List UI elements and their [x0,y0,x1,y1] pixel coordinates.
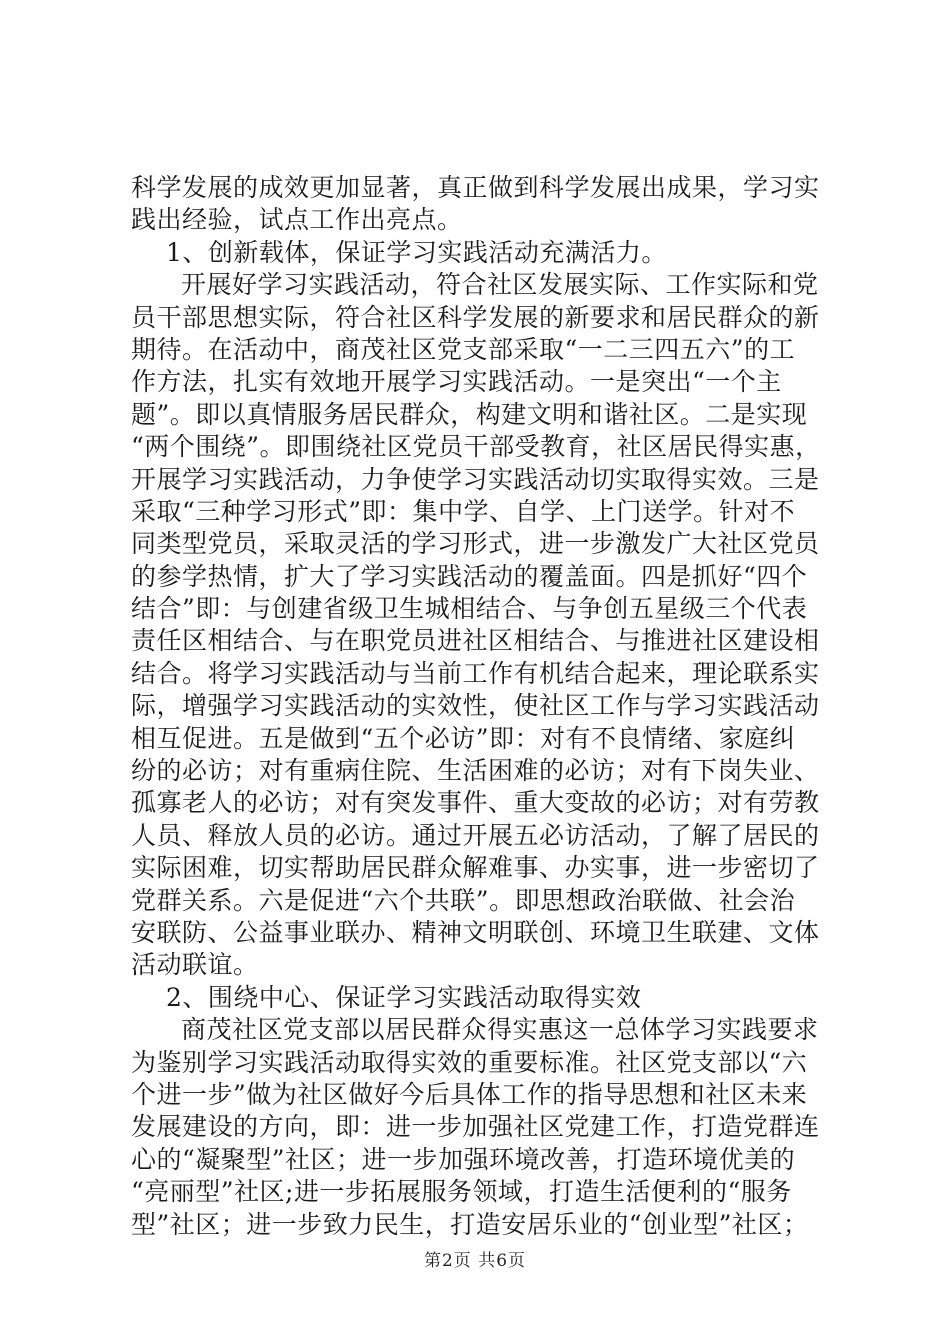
text-line: 的参学热情，扩大了学习实践活动的覆盖面。四是抓好“四个 [131,561,808,591]
text-line: 开展学习实践活动，力争使学习实践活动切实取得实效。三是 [131,464,820,494]
text-line: 孤寡老人的必访；对有突发事件、重大变故的必访；对有劳教 [131,788,820,818]
section-heading: 2、围绕中心、保证学习实践活动取得实效 [166,982,642,1012]
paragraph-start: 开展好学习实践活动，符合社区发展实际、工作实际和党 [181,270,819,300]
text-line: 科学发展的成效更加显著，真正做到科学发展出成果，学习实 [131,173,820,202]
text-line: “两个围绕”。即围绕社区党员干部受教育，社区居民得实惠， [131,432,821,462]
text-line: 结合。将学习实践活动与当前工作有机结合起来，理论联系实 [131,658,820,688]
text-line: 型”社区；进一步致力民生，打造安居乐业的“创业型”社区； [131,1209,809,1239]
text-line: “亮丽型”社区;进一步拓展服务领域，打造生活便利的“服务 [131,1177,792,1207]
text-line: 际，增强学习实践活动的实效性，使社区工作与学习实践活动 [131,691,820,721]
text-line: 心的“凝聚型”社区；进一步加强环境改善，打造环境优美的 [131,1144,796,1174]
text-line: 题”。即以真情服务居民群众，构建文明和谐社区。二是实现 [131,399,808,429]
text-line: 个进一步”做为社区做好今后具体工作的指导思想和社区未来 [131,1079,808,1109]
text-line: 同类型党员，采取灵活的学习形式，进一步激发广大社区党员 [131,529,820,559]
text-line: 结合”即：与创建省级卫生城相结合、与争创五星级三个代表 [131,594,808,624]
document-body [131,172,831,1241]
text-line: 实际困难，切实帮助居民群众解难事、办实事，进一步密切了 [131,853,820,883]
text-line: 安联防、公益事业联办、精神文明联创、环境卫生联建、文体 [131,917,820,947]
text-line: 期待。在活动中，商茂社区党支部采取“一二三四五六”的工 [131,334,796,364]
text-line: 员干部思想实际，符合社区科学发展的新要求和居民群众的新 [131,302,820,332]
text-line: 人员、释放人员的必访。通过开展五必访活动，了解了居民的 [131,820,820,850]
text-line: 采取“三种学习形式”即：集中学、自学、上门送学。针对不 [131,496,796,526]
page-number-footer: 第2页 共6页 [423,1251,527,1271]
text-line: 为鉴别学习实践活动取得实效的重要标准。社区党支部以“六 [131,1047,808,1077]
text-line: 纷的必访；对有重病住院、生活困难的必访；对有下岗失业、 [131,756,820,786]
text-line: 相互促进。五是做到“五个必访”即：对有不良情绪、家庭纠 [131,723,796,753]
section-heading: 1、创新载体，保证学习实践活动充满活力。 [166,237,667,267]
text-line: 作方法，扎实有效地开展学习实践活动。一是突出“一个主 [131,367,782,397]
text-line: 活动联谊。 [131,950,259,980]
text-line: 党群关系。六是促进“六个共联”。即思想政治联做、社会治 [131,885,796,915]
paragraph-start: 商茂社区党支部以居民群众得实惠这一总体学习实践要求 [181,1015,819,1045]
text-line: 践出经验，试点工作出亮点。 [131,205,463,235]
text-line: 责任区相结合、与在职党员进社区相结合、与推进社区建设相 [131,626,820,656]
text-line: 发展建设的方向，即：进一步加强社区党建工作，打造党群连 [131,1112,820,1142]
